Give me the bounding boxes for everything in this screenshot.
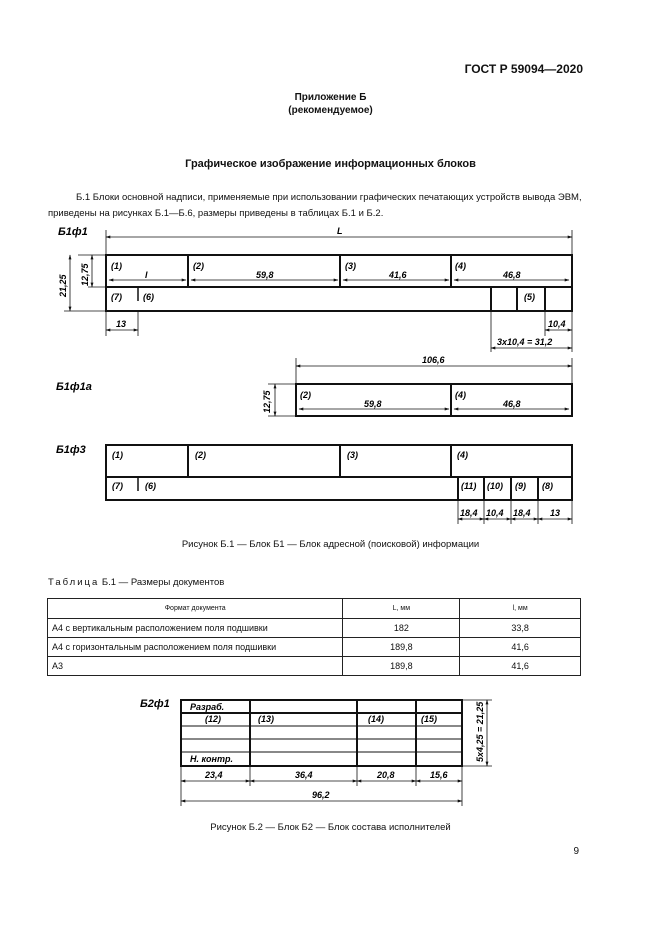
b1f1-cell-4: (4): [455, 261, 466, 271]
table-row: [48, 638, 581, 657]
b1f1-cell-1: (1): [111, 261, 122, 271]
table-header: L, мм: [343, 599, 460, 619]
b1f1-dim-3x: 3х10,4 = 31,2: [497, 337, 553, 347]
b1f1a-dim-4: 46,8: [503, 399, 521, 409]
appendix-subtitle: (рекомендуемое): [288, 105, 373, 116]
page-number: 9: [573, 846, 579, 857]
b1f3-cell-4: (4): [457, 450, 468, 460]
b1f1a-dim-2: 59,8: [364, 399, 382, 409]
b1f1-dim-104: 10,4: [548, 319, 566, 329]
b1f1-label: Б1ф1: [58, 226, 88, 238]
b1f3-dim-3: 18,4: [513, 508, 531, 518]
b1f3-cell-8: (8): [542, 481, 553, 491]
table-label: Таблица: [48, 577, 100, 588]
table-header: Формат документа: [48, 599, 343, 619]
b1f3-dim-4: 13: [550, 508, 561, 518]
table-b1-title: [48, 577, 224, 588]
b1f3-cell-6: (6): [145, 481, 156, 491]
figure-b2-drawing: [0, 690, 661, 815]
b2f1-row-1: Разраб.: [190, 702, 225, 712]
b1f1a-label: Б1ф1а: [56, 381, 92, 393]
table-cell: А3: [48, 657, 343, 676]
table-cell: А4 с горизонтальным расположением поля подшивки: [48, 638, 343, 657]
b2f1-dim-height: 5х4,25 = 21,25: [475, 701, 485, 762]
dim-h-row: 12,75: [80, 263, 90, 286]
table-title-text: Б.1 — Размеры документов: [101, 577, 225, 588]
b1f3-cell-9: (9): [515, 481, 526, 491]
b2f1-header-13: (13): [258, 714, 275, 724]
b2f1-dim-total: 96,2: [312, 790, 330, 800]
b2f1-header-12: (12): [205, 714, 222, 724]
b1f3-cell-7: (7): [112, 481, 123, 491]
table-cell: А4 с вертикальным расположением поля подшивки: [48, 619, 343, 638]
dim-L: L: [337, 226, 343, 236]
appendix-title: Приложение Б: [294, 92, 367, 103]
b1f1a-cell-4: (4): [455, 390, 466, 400]
b1f1-dim-4: 46,8: [503, 270, 521, 280]
b1f3-cell-2: (2): [195, 450, 206, 460]
b1f3-dim-1: 18,4: [460, 508, 478, 518]
table-header-row: [48, 599, 581, 619]
b1f1-cell-3: (3): [345, 261, 356, 271]
b1f1a-dim-total: 106,6: [422, 355, 445, 365]
b1f1-dim-l: l: [145, 270, 148, 280]
table-cell: 182: [343, 619, 460, 638]
b1f3-cell-3: (3): [347, 450, 358, 460]
b2f1-dim-2: 36,4: [295, 770, 313, 780]
table-row: [48, 657, 581, 676]
dim-h-total: 21,25: [58, 274, 68, 297]
b1f1a-dim-h: 12,75: [262, 390, 272, 413]
b2f1-label: Б2ф1: [140, 698, 170, 710]
b1f3-cell-1: (1): [112, 450, 123, 460]
table-cell: 33,8: [460, 619, 581, 638]
table-cell: 189,8: [343, 638, 460, 657]
b1f3-label: Б1ф3: [56, 444, 86, 456]
body-paragraph: Б.1 Блоки основной надписи, применяемые при использовании графических печатающих устройств вывода ЭВМ, приведены на рисунках Б.1—Б.6, размеры приведены в таблицах Б.1 и Б.2.: [48, 192, 582, 219]
b2f1-dim-3: 20,8: [377, 770, 395, 780]
table-row: [48, 619, 581, 638]
table-cell: 41,6: [460, 657, 581, 676]
b1f1-dim-3: 41,6: [389, 270, 407, 280]
standard-number: ГОСТ Р 59094—2020: [464, 62, 583, 76]
b2f1-dim-4: 15,6: [430, 770, 448, 780]
b1f3-dim-2: 10,4: [486, 508, 504, 518]
table-b1: [47, 598, 581, 676]
figure-b2-caption: Рисунок Б.2 — Блок Б2 — Блок состава исполнителей: [210, 822, 451, 833]
table-cell: 189,8: [343, 657, 460, 676]
section-title: Графическое изображение информационных блоков: [185, 158, 476, 170]
b2f1-last-row: Н. контр.: [190, 754, 233, 764]
figure-b1-caption: Рисунок Б.1 — Блок Б1 — Блок адресной (поисковой) информации: [181, 539, 480, 550]
b1f1-dim-2: 59,8: [256, 270, 274, 280]
b2f1-dim-1: 23,4: [205, 770, 223, 780]
b1f3-cell-11: (11): [461, 481, 477, 491]
b1f3-cell-10: (10): [487, 481, 504, 491]
table-header: l, мм: [460, 599, 581, 619]
b1f1-cell-2: (2): [193, 261, 204, 271]
b2f1-header-15: (15): [421, 714, 438, 724]
b1f1-cell-5: (5): [524, 292, 535, 302]
b2f1-header-14: (14): [368, 714, 385, 724]
table-cell: 41,6: [460, 638, 581, 657]
b1f1-cell-6: (6): [143, 292, 154, 302]
b1f1-dim-13: 13: [116, 319, 127, 329]
b1f1a-cell-2: (2): [300, 390, 311, 400]
b1f1-cell-7: (7): [111, 292, 122, 302]
